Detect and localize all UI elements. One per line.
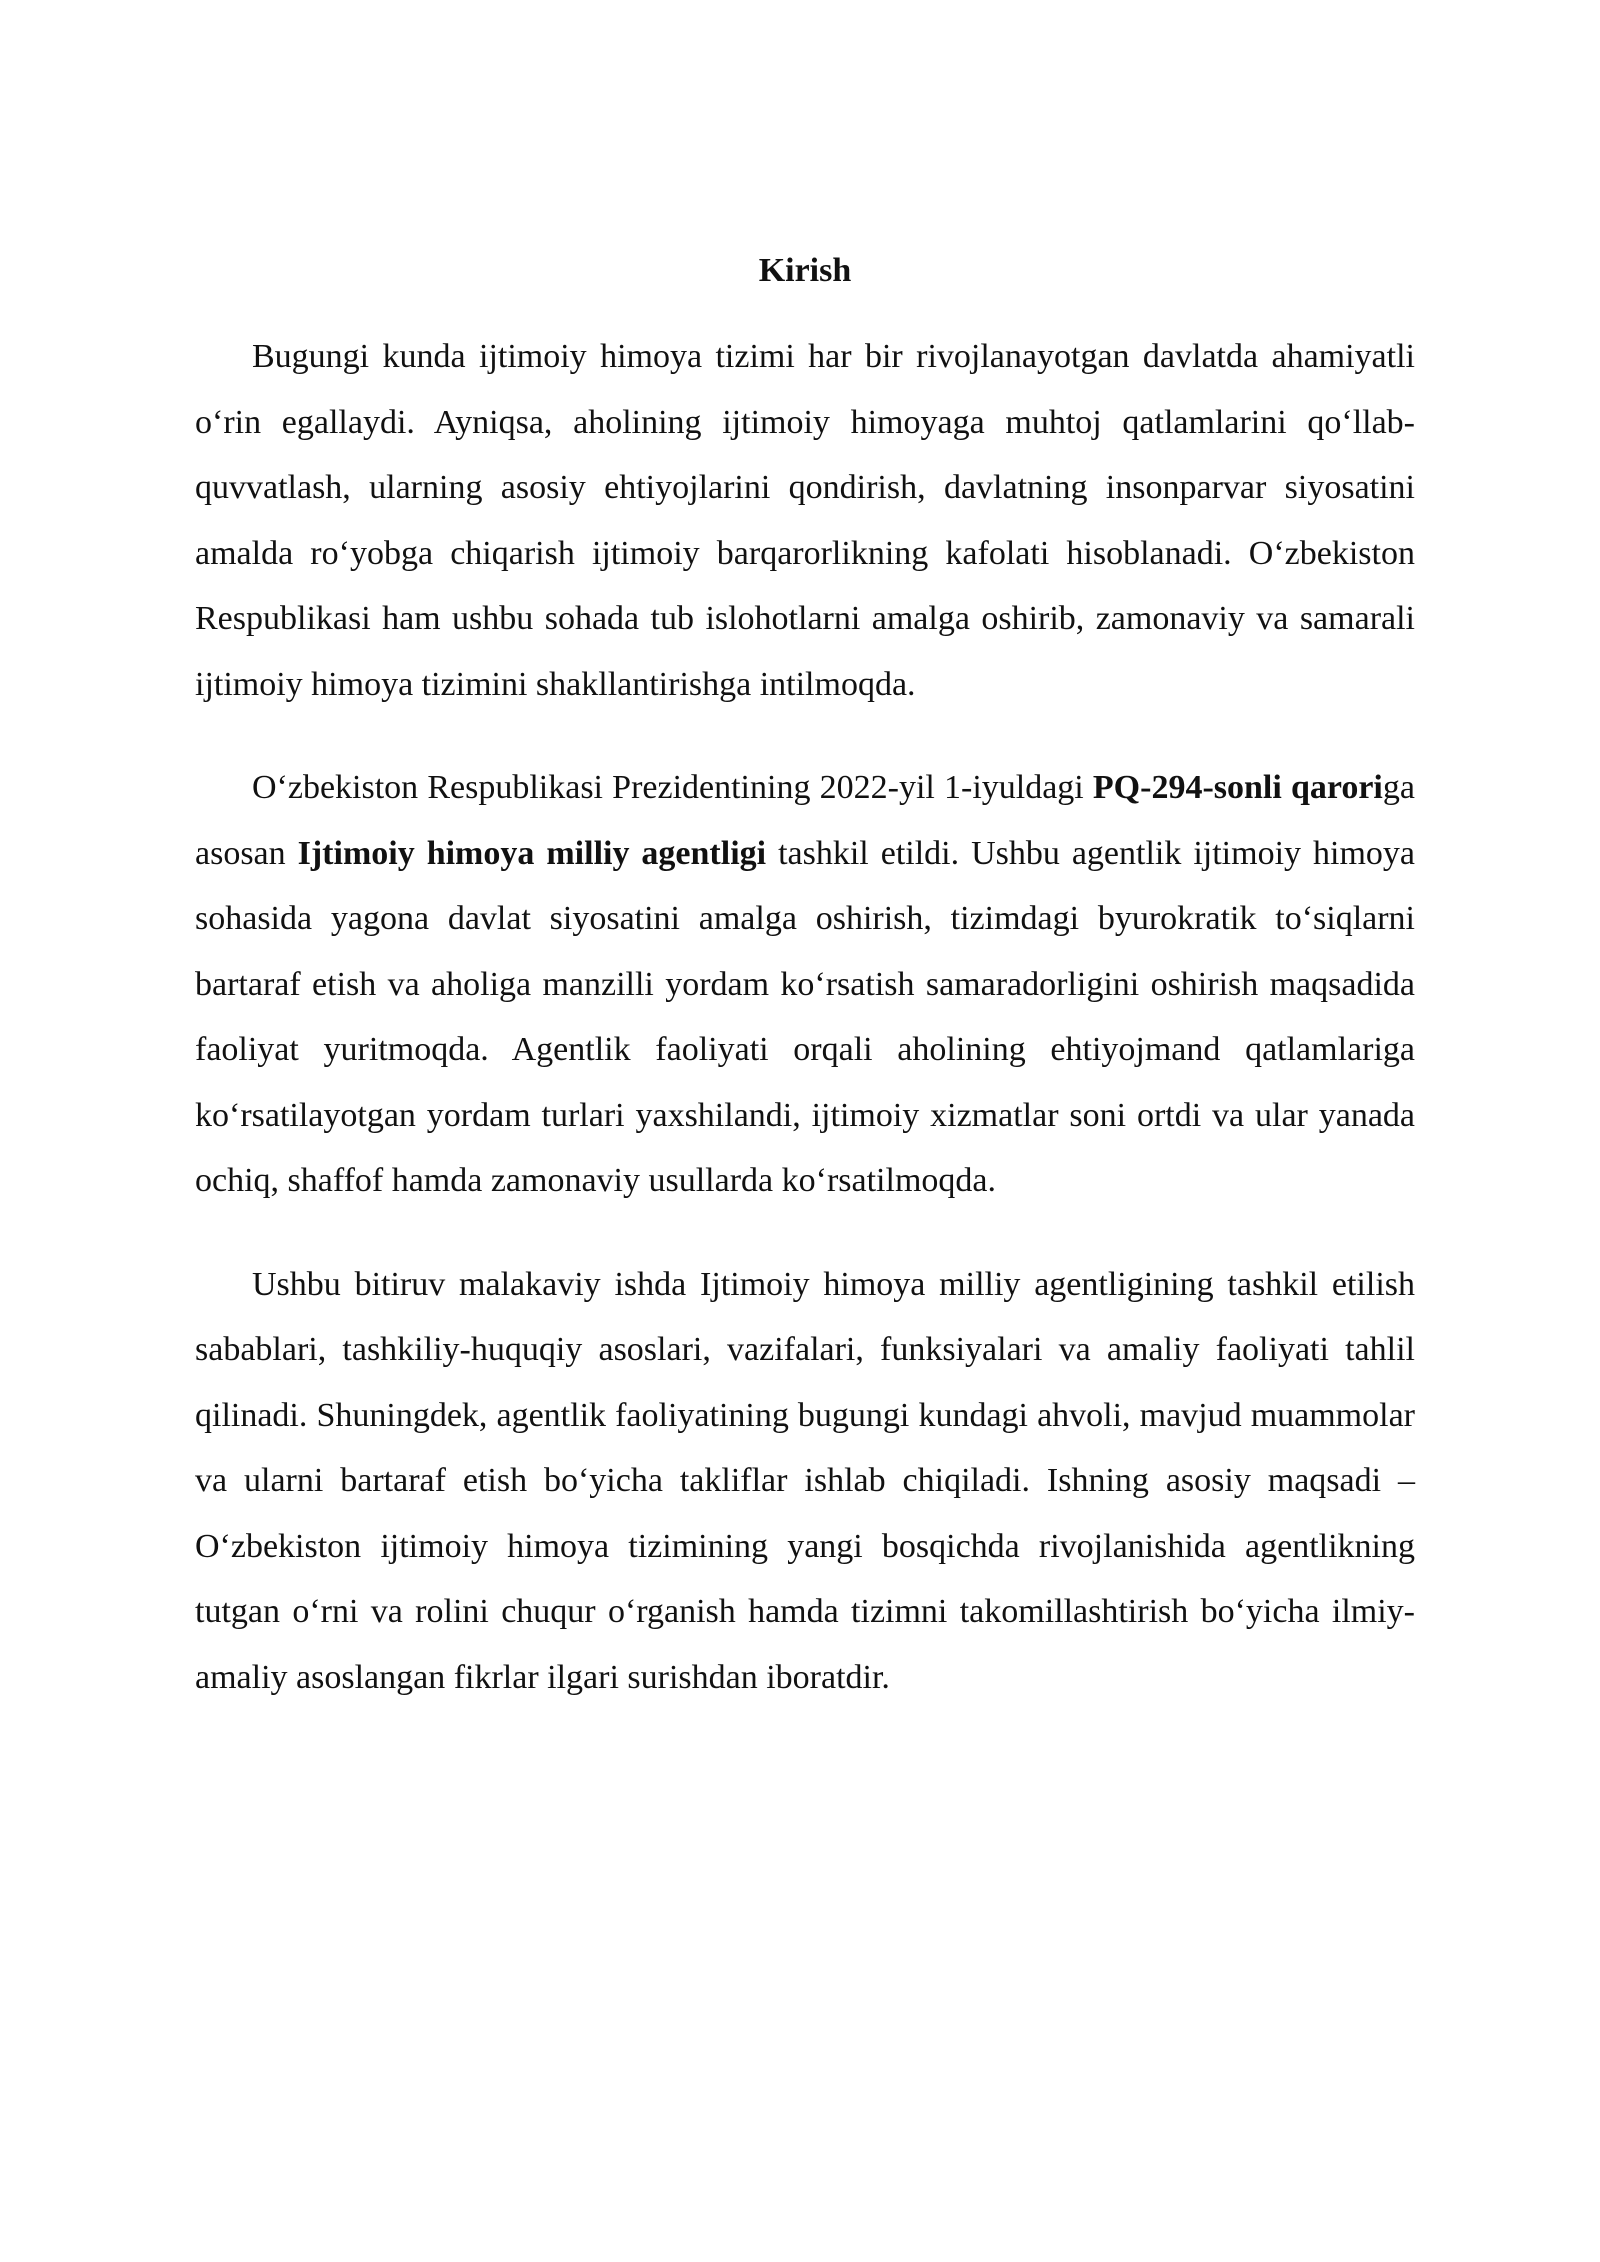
decree-reference: PQ-294-sonli qarori bbox=[1092, 769, 1383, 806]
paragraph-2 bbox=[195, 755, 1415, 1214]
paragraph-1: Bugungi kunda ijtimoiy himoya tizimi har bir rivojlanayotgan davlatda ahamiyatli o‘rin egallaydi. Ayniqsa, aholining ijtimoiy himoyaga muhtoj qatlamlarini qo‘llab-quvvatlash, ularning asosiy ehtiyojlarini qondirish, davlatning insonparvar siyosatini amalda ro‘yobga chiqarish ijtimoiy barqarorlikning kafolati hisoblanadi. O‘zbekiston Respublikasi ham ushbu sohada tub islohotlarni amalga oshirib, zamonaviy va samarali ijtimoiy himoya tizimini shakllantirishga intilmoqda. bbox=[195, 338, 1415, 703]
paragraph-3: Ushbu bitiruv malakaviy ishda Ijtimoiy himoya milliy agentligining tashkil etilish sabablari, tashkiliy-huquqiy asoslari, vazifalari, funksiyalari va amaliy faoliyati tahlil qilinadi. Shuningdek, agentlik faoliyatining bugungi kundagi ahvoli, mavjud muammolar va ularni bartaraf etish bo‘yicha takliflar ishlab chiqiladi. Ishning asosiy maqsadi – O‘zbekiston ijtimoiy himoya tizimining yangi bosqichda rivojlanishida agentlikning tutgan o‘rni va rolini chuqur o‘rganish hamda tizimni takomillashtirish bo‘yicha ilmiy-amaliy asoslangan fikrlar ilgari surishdan iboratdir. bbox=[195, 1265, 1415, 1696]
document-body bbox=[195, 240, 1415, 1710]
agency-name: Ijtimoiy himoya milliy agentligi bbox=[297, 834, 767, 872]
page-title: Kirish bbox=[758, 252, 852, 289]
paragraph-2-text-1: O‘zbekiston Respublikasi Prezidentining 2022-yil 1-iyuldagi bbox=[252, 769, 1093, 806]
paragraph-2-text-3: tashkil etildi. Ushbu agentlik ijtimoiy himoya sohasida yagona davlat siyosatini amalga oshirish, tizimdagi byurokratik to‘siqlarni bartaraf etish va aholiga manzilli yordam ko‘rsatish samaradorligini oshirish maqsadida faoliyat yuritmoqda. Agentlik faoliyati orqali aholining ehtiyojmand qatlamlariga ko‘rsatilayotgan yordam turlari yaxshilandi, ijtimoiy xizmatlar soni ortdi va ular yanada ochiq, shaffof hamda zamonaviy usullarda ko‘rsatilmoqda. bbox=[195, 834, 1415, 1199]
paragraph-2-text-2: ga asosan bbox=[195, 769, 1415, 872]
